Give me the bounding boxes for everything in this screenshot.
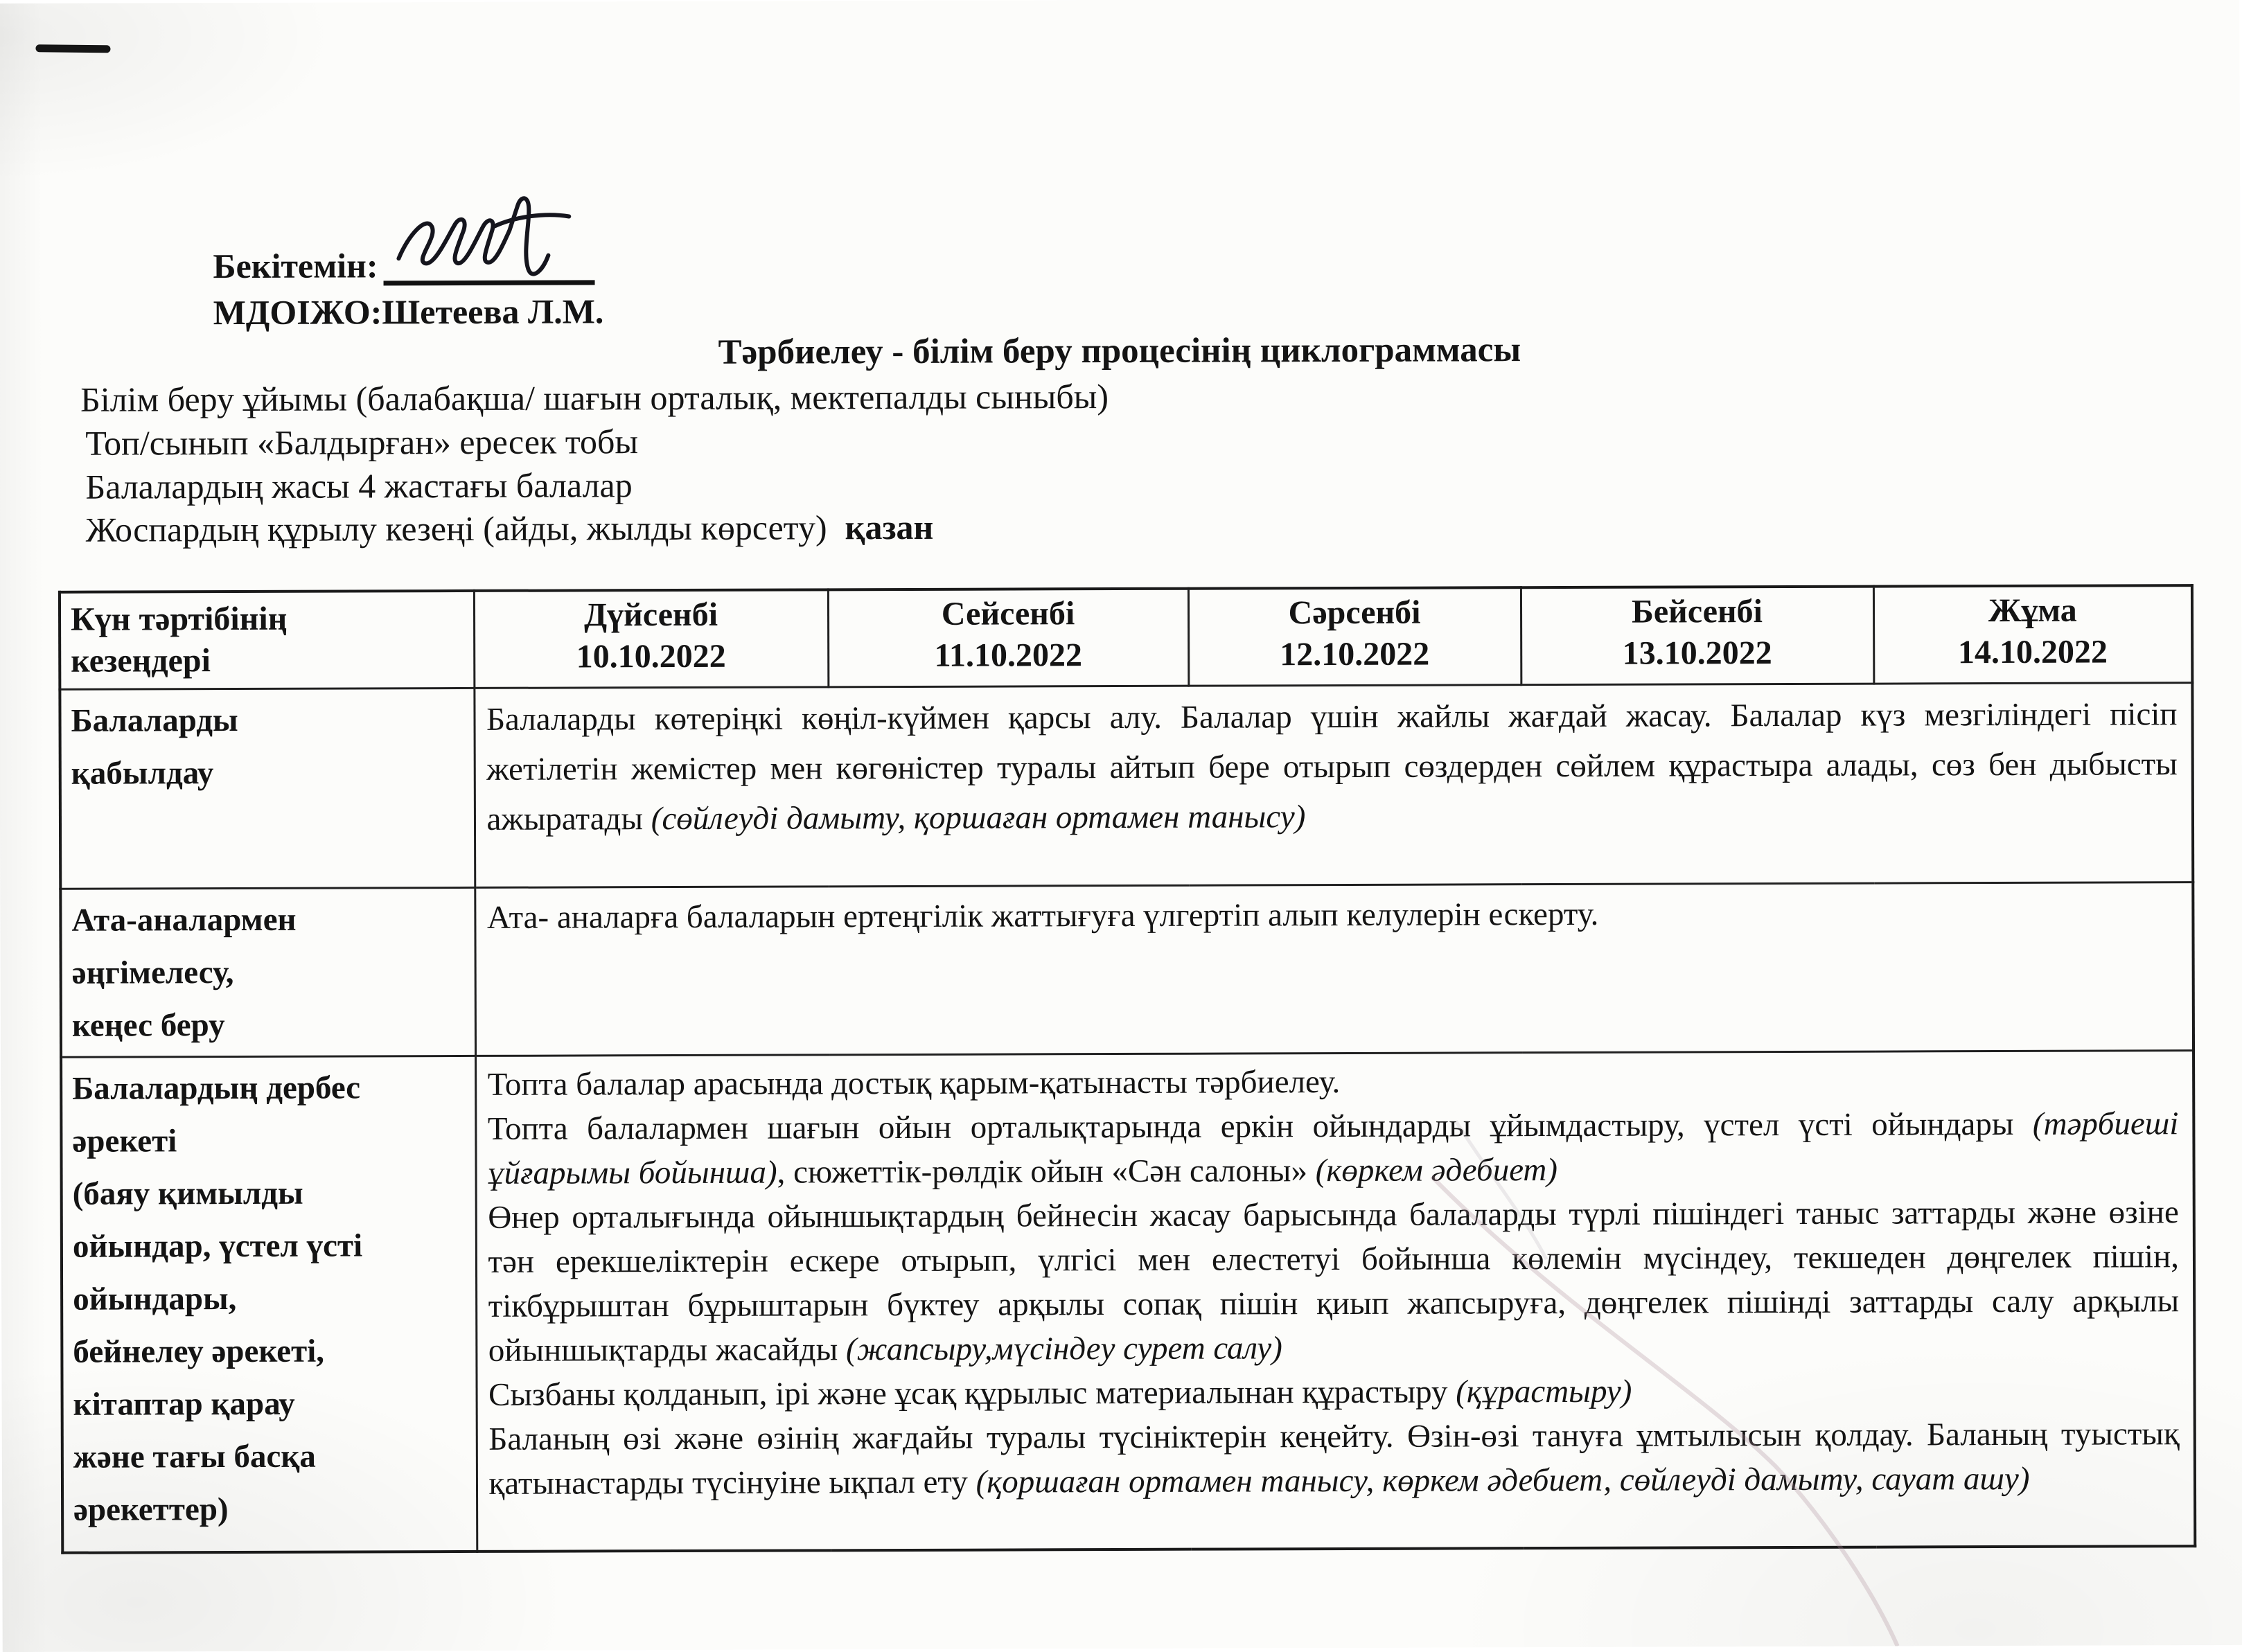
row-parent-talks — [60, 882, 2194, 1057]
text-segment: , сюжеттік-рөлдік ойын «Сән салоны» — [777, 1152, 1316, 1191]
scan-artifact-mark — [35, 44, 110, 53]
text-segment-italic: (құрастыру) — [1456, 1373, 1632, 1410]
col-header-tuesday — [828, 589, 1188, 687]
text-segment-italic: (көркем әдебиет) — [1315, 1151, 1558, 1189]
signature-line — [383, 234, 594, 285]
period-label: Жоспардың құрылу кезеңі (айды, жылды көрсету) — [85, 508, 827, 549]
paragraph — [488, 1412, 2180, 1506]
day-name: Дүйсенбі — [584, 596, 718, 634]
text-segment: Өнер орталығында ойыншықтардың бейнесін жасау барысында балаларды түрлі пішіндегі таныс заттарды және өзіне тән ерекшеліктерін ескере отырып, үлгісі мен елестетуі бойынша көлемін мүсіндеу, текшеден дөңгелек пішін, тікбұрыштан бұрыштарын бүктеу арқылы сопақ пішін қиып жапсыруға, дөңгелек пішінді заттарды салу арқылы ойыншықтарды жасайды — [488, 1193, 2180, 1369]
day-name: Жұма — [1988, 592, 2077, 630]
age-line: Балалардың жасы 4 жастағы балалар — [85, 465, 633, 506]
text-segment: Балаларды көтеріңкі көңіл-күймен қарсы алу. Балалар үшін жайлы жағдай жасау. Балалар күз мезгіліндегі пісіп жетілетін жемістер мен көгөністер туралы айтып бере отырып сөздерден сөйлем құрастыра алады, сөз бен дыбысты ажыратады — [486, 695, 2178, 837]
cell-reception-content — [474, 682, 2193, 887]
row-independent-activity — [61, 1050, 2195, 1553]
day-date: 10.10.2022 — [576, 637, 726, 675]
text-segment: Топта балалармен шағын ойын орталықтарында еркін ойындарды ұйымдастыру, үстел үсті ойындары — [487, 1105, 2033, 1147]
signature — [390, 191, 584, 282]
document-title: Тәрбиелеу - білім беру процесінің циклограммасы — [718, 330, 1521, 372]
cell-parent-talks-content — [475, 882, 2194, 1056]
group-line: Топ/сынып «Балдырған» ересек тобы — [85, 422, 639, 463]
day-name: Сәрсенбі — [1288, 594, 1421, 632]
text-segment-italic: (тәрбиеші ұйғарымы бойынша) — [487, 1105, 2179, 1191]
period-line — [86, 507, 934, 550]
paragraph: Ата- аналарға балаларын ертеңгілік жаттығуға үлгертіп алып келулерін ескерту. — [486, 896, 1599, 936]
row-label-independent-activity: Балалардың дербес әрекеті (баяу қимылды ойындар, үстел үсті ойындары, бейнелеу әрекеті, кітаптар қарау және тағы басқа әрекеттер) — [61, 1056, 477, 1553]
col-header-thursday — [1521, 587, 1873, 685]
row-label-reception: Балаларды қабылдау — [60, 688, 475, 889]
day-date: 13.10.2022 — [1622, 634, 1772, 672]
period-month: қазан — [845, 507, 934, 547]
day-date: 14.10.2022 — [1957, 633, 2108, 671]
col-header-monday — [474, 589, 828, 688]
paragraph — [488, 1101, 2179, 1196]
col-header-wednesday — [1188, 587, 1521, 686]
text-segment: Баланың өзі және өзінің жағдайы туралы түсініктерін кеңейту. Өзін-өзі тануға ұмтылысын қолдау. Баланың туыстық қатынастарды түсінуіне ықпал ету — [488, 1415, 2180, 1502]
org-line: Білім беру ұйымы (балабақша/ шағын орталық, мектепалды сыныбы) — [80, 377, 1109, 419]
day-name: Сейсенбі — [941, 595, 1075, 632]
text-segment: Сызбаны қолданып, ірі және ұсақ құрылыс материалынан құрастыру — [488, 1373, 1456, 1413]
text-segment-italic: (қоршаған ортамен танысу, көркем әдебиет, сөйлеуді дамыту, сауат ашу) — [976, 1460, 2030, 1500]
paragraph — [486, 689, 2178, 844]
row-label-parent-talks: Ата-аналармен әңгімелесу, кеңес беру — [60, 887, 475, 1057]
paragraph — [488, 1190, 2179, 1373]
paragraph — [488, 1367, 2180, 1417]
header-row — [60, 585, 2192, 689]
cell-independent-activity-content — [475, 1050, 2195, 1552]
paragraph: Топта балалар арасында достық қарым-қатынасты тәрбиелеу. — [487, 1063, 1341, 1103]
text-segment-italic: (сөйлеуді дамыту, қоршаған ортамен танысу) — [651, 798, 1306, 837]
header-day-periods: Күн тәртібінің кезеңдері — [60, 591, 474, 689]
col-header-friday — [1873, 585, 2192, 683]
approver-name: МДОІЖО:Шетеева Л.М. — [213, 292, 604, 332]
day-name: Бейсенбі — [1632, 593, 1763, 630]
text-segment-italic: (жапсыру,мүсіндеу сурет салу) — [845, 1329, 1282, 1367]
day-date: 12.10.2022 — [1280, 635, 1430, 673]
approval-line — [213, 234, 594, 286]
row-reception — [60, 682, 2193, 889]
cyclogram-table — [58, 584, 2196, 1554]
day-date: 11.10.2022 — [934, 637, 1082, 674]
approval-label: Бекітемін: — [213, 246, 378, 286]
